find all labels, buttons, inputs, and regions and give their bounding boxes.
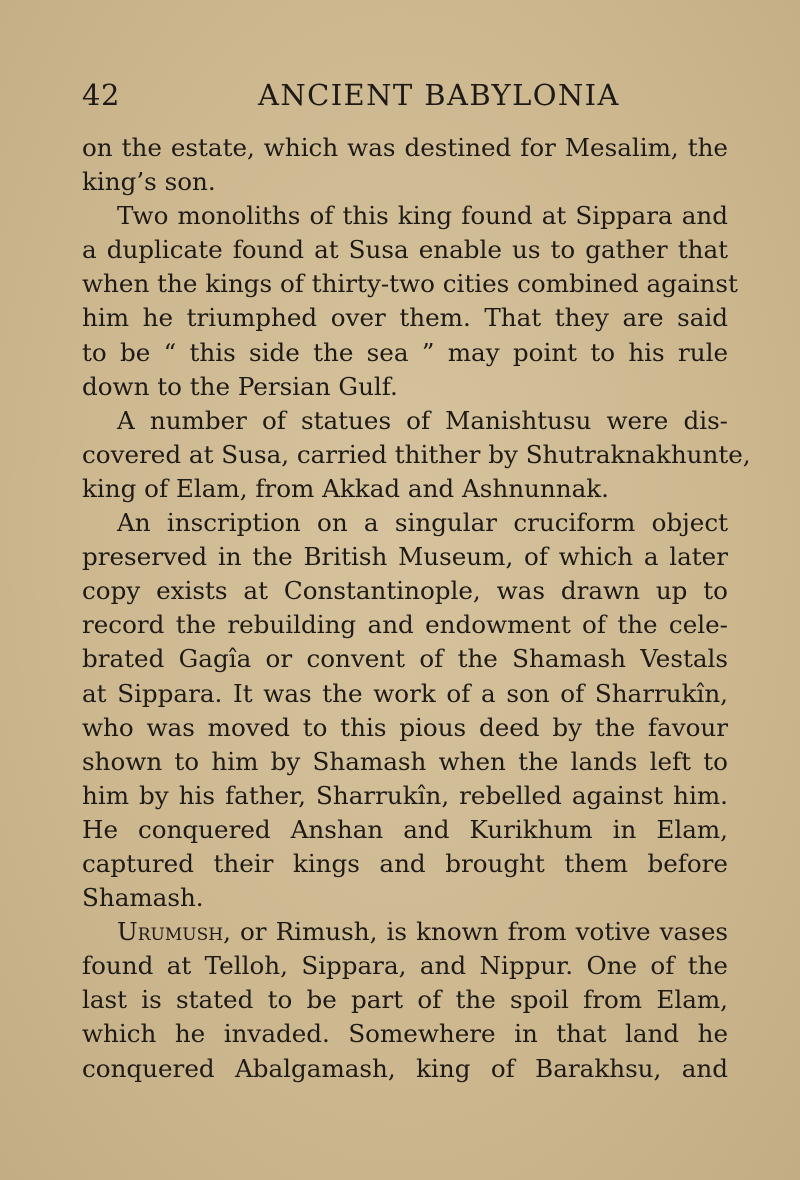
text-line: He conquered Anshan and Kurikhum in Elam, [82, 814, 728, 844]
text-line: to be “ this side the sea ” may point to his rule [82, 337, 728, 367]
text-line: Two monoliths of this king found at Sippara and [117, 201, 728, 231]
text-line: conquered Abalgamash, king of Barakhsu, and [82, 1053, 728, 1083]
text-line: preserved in the British Museum, of which a later [82, 542, 728, 572]
text-line: A number of statues of Manishtusu were dis- [117, 405, 728, 435]
text-line: found at Telloh, Sippara, and Nippur. One of the [82, 951, 728, 981]
text-line: him he triumphed over them. That they are said [82, 303, 728, 333]
text-line: a duplicate found at Susa enable us to gather that [82, 235, 728, 265]
text-line: who was moved to this pious deed by the favour [82, 712, 728, 742]
text-line: covered at Susa, carried thither by Shutraknakhunte, [82, 439, 751, 469]
text-line: king of Elam, from Akkad and Ashnunnak. [82, 473, 609, 503]
text-line: shown to him by Shamash when the lands left to [82, 746, 728, 776]
text-line: him by his father, Sharrukîn, rebelled against him. [82, 780, 728, 810]
text-line: when the kings of thirty-two cities combined against [82, 269, 738, 299]
running-head [82, 78, 722, 118]
text-line: which he invaded. Somewhere in that land he [82, 1019, 728, 1049]
body-text [82, 131, 751, 1086]
text-line: captured their kings and brought them before [82, 848, 728, 878]
text-line: brated Gagîa or convent of the Shamash Vestals [82, 644, 728, 674]
text-line: down to the Persian Gulf. [82, 371, 398, 401]
text-line: at Sippara. It was the work of a son of Sharrukîn, [82, 678, 728, 708]
text-line-rest: , or Rimush, is known from votive vases [223, 917, 728, 947]
name-small-caps: Urumush [117, 917, 224, 947]
book-title: ANCIENT BABYLONIA [258, 78, 620, 112]
page-number: 42 [82, 78, 120, 112]
text-line: record the rebuilding and endowment of the cele- [82, 610, 728, 640]
text-line-urumush [82, 915, 728, 949]
text-line: king’s son. [82, 167, 216, 197]
text-line: Shamash. [82, 883, 204, 913]
text-line: An inscription on a singular cruciform object [117, 508, 728, 538]
text-line: on the estate, which was destined for Mesalim, the [82, 133, 728, 162]
text-line: last is stated to be part of the spoil from Elam, [82, 985, 728, 1015]
text-line: copy exists at Constantinople, was drawn up to [82, 576, 728, 606]
